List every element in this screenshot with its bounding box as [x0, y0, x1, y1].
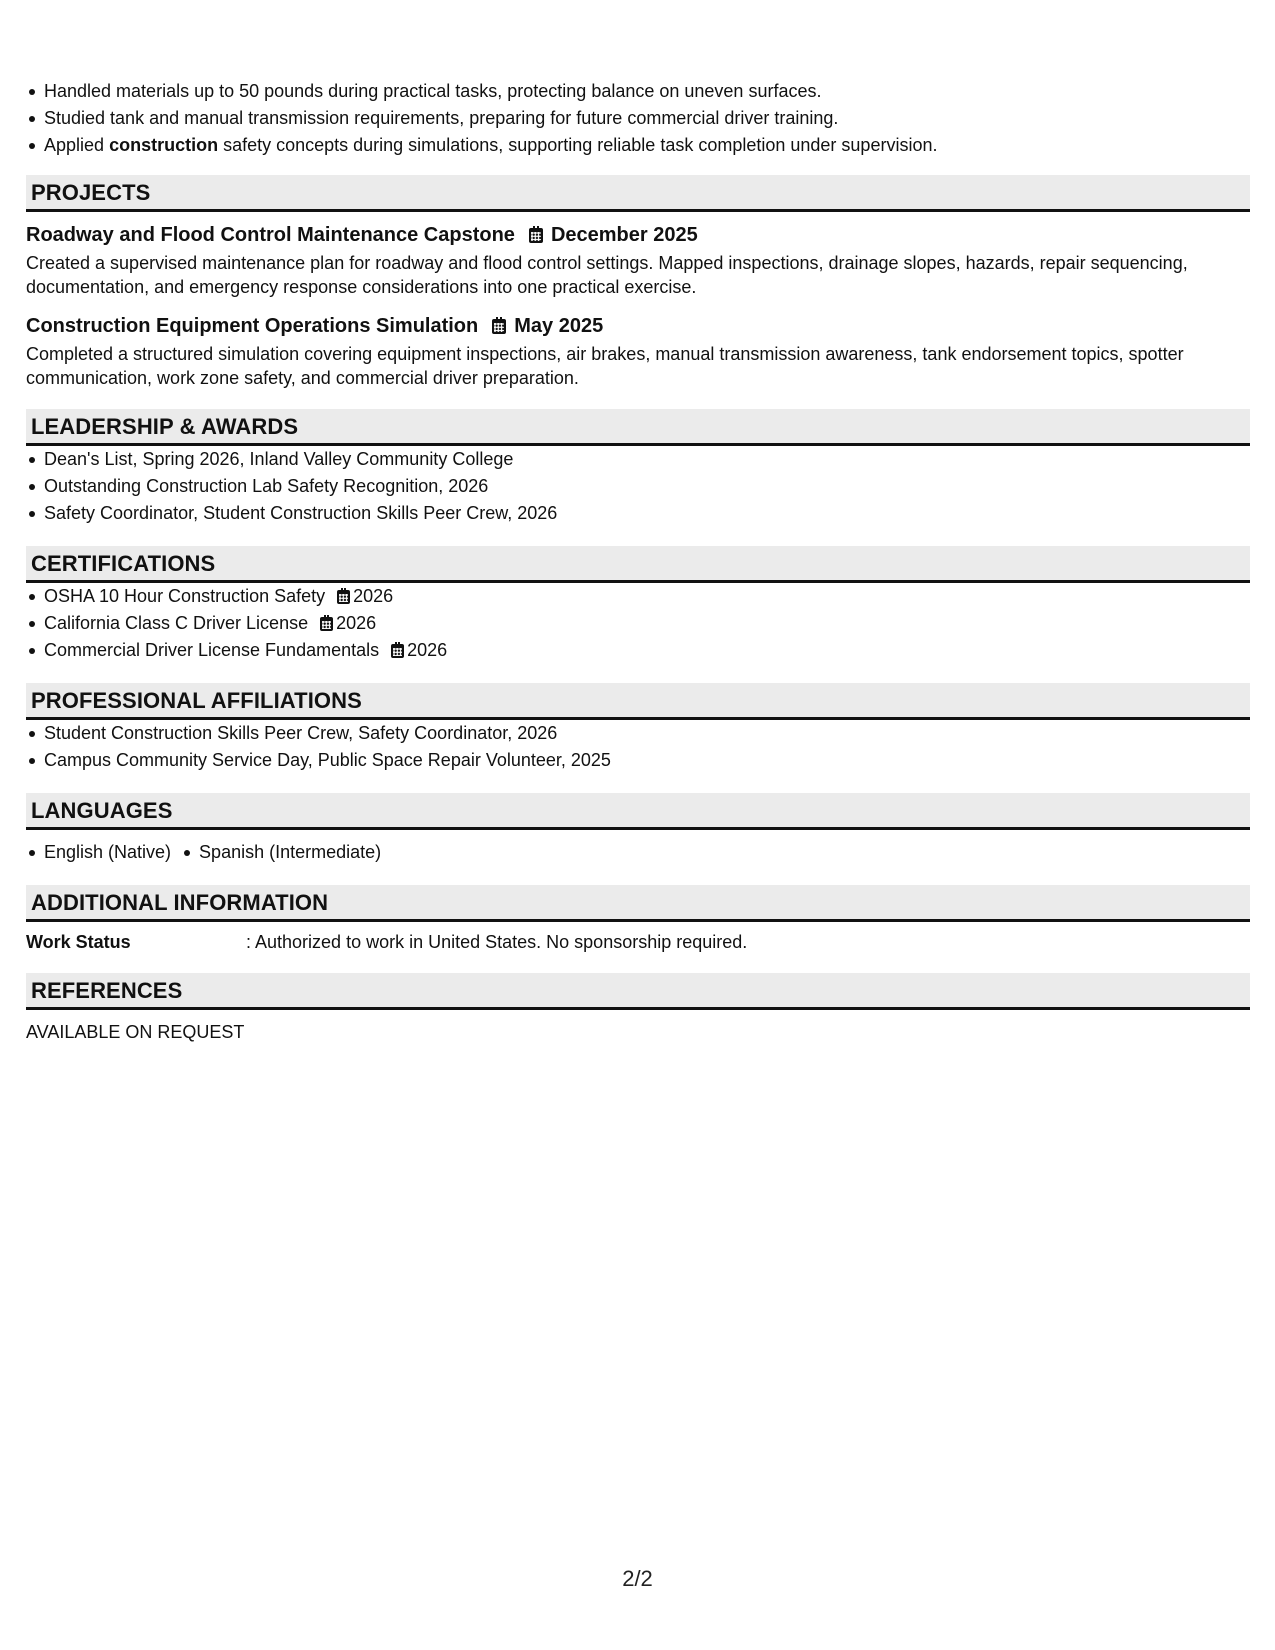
bullet-text: Studied tank and manual transmission requirements, preparing for future commercial driver training.: [44, 108, 839, 128]
list-item: Student Construction Skills Peer Crew, Safety Coordinator, 2026: [44, 720, 1250, 747]
work-status-label: Work Status: [26, 932, 131, 952]
languages-section: [26, 793, 1250, 866]
section-heading: CERTIFICATIONS: [26, 546, 1250, 583]
cert-name: Commercial Driver License Fundamentals: [44, 640, 380, 660]
list-item: [44, 610, 1250, 637]
bullet-text: Applied: [44, 135, 110, 155]
cert-name: California Class C Driver License: [44, 613, 309, 633]
certifications-list: [26, 583, 1250, 664]
calendar-icon: [320, 617, 333, 631]
list-item: Spanish (Intermediate): [199, 839, 381, 866]
calendar-icon: [391, 644, 404, 658]
languages-list: [26, 839, 409, 866]
affiliations-list: [26, 720, 1250, 774]
references-section: [26, 973, 1250, 1044]
bullet-bold-text: construction: [109, 135, 219, 155]
work-status-row: [26, 930, 1250, 954]
bullet-text: Handled materials up to 50 pounds during practical tasks, protecting balance on uneven surfaces.: [44, 81, 822, 101]
section-heading: PROJECTS: [26, 175, 1250, 212]
project-date: May 2025: [514, 315, 604, 337]
cert-year: 2026: [407, 640, 448, 660]
list-item: English (Native): [44, 839, 171, 866]
experience-bullets: [26, 78, 1250, 159]
languages-row: [26, 839, 1250, 866]
calendar-icon: [529, 228, 543, 243]
project-title-row: [26, 222, 1250, 248]
leadership-section: [26, 409, 1250, 527]
list-item: Safety Coordinator, Student Construction Skills Peer Crew, 2026: [44, 500, 1250, 527]
project-item: [26, 313, 1250, 390]
projects-section: [26, 175, 1250, 390]
section-heading: LEADERSHIP & AWARDS: [26, 409, 1250, 446]
calendar-icon: [492, 319, 506, 334]
cert-year: 2026: [353, 586, 394, 606]
list-item: Campus Community Service Day, Public Space Repair Volunteer, 2025: [44, 747, 1250, 774]
list-item: [44, 132, 1250, 159]
cert-name: OSHA 10 Hour Construction Safety: [44, 586, 326, 606]
leadership-list: [26, 446, 1250, 527]
section-heading: REFERENCES: [26, 973, 1250, 1010]
project-title: Roadway and Flood Control Maintenance Capstone: [26, 224, 515, 246]
list-item: [44, 105, 1250, 132]
list-item: [44, 583, 1250, 610]
project-date: December 2025: [550, 224, 698, 246]
list-item: [44, 78, 1250, 105]
certifications-section: [26, 546, 1250, 664]
additional-info-section: [26, 885, 1250, 954]
project-title: Construction Equipment Operations Simulation: [26, 315, 479, 337]
list-item: Outstanding Construction Lab Safety Recognition, 2026: [44, 473, 1250, 500]
list-item: Dean's List, Spring 2026, Inland Valley Community College: [44, 446, 1250, 473]
bullet-text: safety concepts during simulations, supporting reliable task completion under supervision.: [218, 135, 938, 155]
project-item: [26, 222, 1250, 299]
section-heading: PROFESSIONAL AFFILIATIONS: [26, 683, 1250, 720]
cert-year: 2026: [336, 613, 377, 633]
section-heading: ADDITIONAL INFORMATION: [26, 885, 1250, 922]
work-status-value: : Authorized to work in United States. No sponsorship required.: [246, 932, 748, 952]
list-item: [44, 637, 1250, 664]
calendar-icon: [337, 590, 350, 604]
references-text: AVAILABLE ON REQUEST: [26, 1022, 245, 1042]
project-title-row: [26, 313, 1250, 339]
project-description: Completed a structured simulation covering equipment inspections, air brakes, manual transmission awareness, tank endorsement topics, spotter communication, work zone safety, and commercial driver preparation.: [26, 344, 1184, 388]
affiliations-section: [26, 683, 1250, 774]
resume-page: [26, 78, 1250, 1044]
page-number: 2/2: [622, 1566, 653, 1591]
section-heading: LANGUAGES: [26, 793, 1250, 830]
project-description: Created a supervised maintenance plan for roadway and flood control settings. Mapped inspections, drainage slopes, hazards, repair sequencing, documentation, and emergency response considerations into one practical exercise.: [26, 253, 1188, 297]
